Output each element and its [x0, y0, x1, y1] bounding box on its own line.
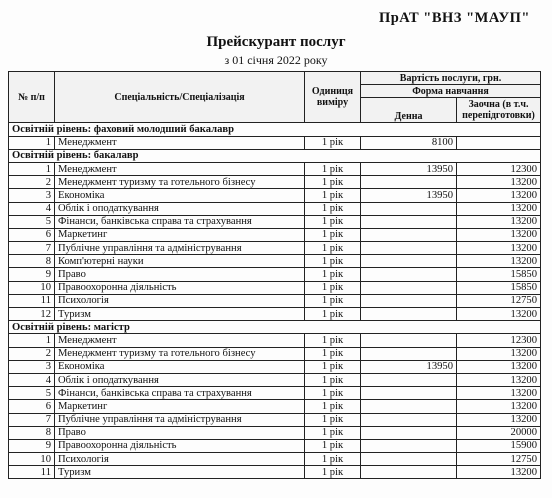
day-price: [361, 373, 457, 386]
day-price: [361, 347, 457, 360]
extramural-price: 13200: [457, 176, 541, 189]
col-header-unit: Одиниця виміру: [305, 72, 361, 123]
col-header-day: Денна: [361, 98, 457, 123]
extramural-price: 13200: [457, 242, 541, 255]
row-number: 7: [9, 413, 55, 426]
extramural-price: 20000: [457, 426, 541, 439]
unit-cell: 1 рік: [305, 308, 361, 321]
specialty-name: Маркетинг: [55, 400, 305, 413]
row-number: 9: [9, 268, 55, 281]
row-number: 5: [9, 387, 55, 400]
day-price: [361, 215, 457, 228]
specialty-name: Публічне управління та адміністрування: [55, 413, 305, 426]
table-row: [9, 413, 541, 426]
day-price: [361, 334, 457, 347]
unit-cell: 1 рік: [305, 453, 361, 466]
unit-cell: 1 рік: [305, 466, 361, 479]
row-number: 11: [9, 294, 55, 307]
table-row: [9, 426, 541, 439]
table-row: [9, 268, 541, 281]
extramural-price: 15900: [457, 439, 541, 452]
unit-cell: 1 рік: [305, 255, 361, 268]
table-row: [9, 308, 541, 321]
extramural-price: 12300: [457, 162, 541, 175]
specialty-name: Правоохоронна діяльність: [55, 281, 305, 294]
extramural-price: 12750: [457, 294, 541, 307]
row-number: 6: [9, 228, 55, 241]
specialty-name: Облік і оподаткування: [55, 373, 305, 386]
row-number: 8: [9, 255, 55, 268]
extramural-price: 13200: [457, 466, 541, 479]
col-header-number: № п/п: [9, 72, 55, 123]
specialty-name: Правоохоронна діяльність: [55, 439, 305, 452]
table-row: [9, 387, 541, 400]
table-row: [9, 176, 541, 189]
row-number: 1: [9, 136, 55, 149]
day-price: 8100: [361, 136, 457, 149]
day-price: [361, 466, 457, 479]
specialty-name: Фінанси, банківська справа та страхування: [55, 215, 305, 228]
table-row: [9, 373, 541, 386]
day-price: [361, 413, 457, 426]
day-price: [361, 281, 457, 294]
specialty-name: Маркетинг: [55, 228, 305, 241]
unit-cell: 1 рік: [305, 162, 361, 175]
col-header-study-form: Форма навчання: [361, 85, 541, 98]
table-row: [9, 215, 541, 228]
day-price: 13950: [361, 162, 457, 175]
extramural-price: 13200: [457, 413, 541, 426]
extramural-price: 12300: [457, 334, 541, 347]
specialty-name: Комп'ютерні науки: [55, 255, 305, 268]
day-price: 13950: [361, 189, 457, 202]
day-price: [361, 294, 457, 307]
day-price: [361, 255, 457, 268]
day-price: [361, 268, 457, 281]
unit-cell: 1 рік: [305, 281, 361, 294]
row-number: 5: [9, 215, 55, 228]
specialty-name: Публічне управління та адміністрування: [55, 242, 305, 255]
unit-cell: 1 рік: [305, 426, 361, 439]
specialty-name: Психологія: [55, 453, 305, 466]
education-level-label: Освітній рівень: магістр: [9, 321, 541, 334]
unit-cell: 1 рік: [305, 400, 361, 413]
unit-cell: 1 рік: [305, 334, 361, 347]
table-row: [9, 294, 541, 307]
extramural-price: 13200: [457, 255, 541, 268]
specialty-name: Фінанси, банківська справа та страхування: [55, 387, 305, 400]
unit-cell: 1 рік: [305, 228, 361, 241]
day-price: [361, 228, 457, 241]
col-header-specialty: Спеціальність/Спеціалізація: [55, 72, 305, 123]
specialty-name: Менеджмент: [55, 136, 305, 149]
unit-cell: 1 рік: [305, 373, 361, 386]
table-row: [9, 228, 541, 241]
extramural-price: 13200: [457, 360, 541, 373]
unit-cell: 1 рік: [305, 413, 361, 426]
unit-cell: 1 рік: [305, 360, 361, 373]
unit-cell: 1 рік: [305, 347, 361, 360]
unit-cell: 1 рік: [305, 242, 361, 255]
document-date: з 01 січня 2022 року: [224, 53, 328, 67]
row-number: 4: [9, 202, 55, 215]
row-number: 12: [9, 308, 55, 321]
organization-name: ПрАТ "ВНЗ "МАУП": [378, 10, 530, 26]
day-price: [361, 242, 457, 255]
extramural-price: 13200: [457, 228, 541, 241]
extramural-price: 13200: [457, 215, 541, 228]
day-price: [361, 176, 457, 189]
specialty-name: Право: [55, 268, 305, 281]
specialty-name: Менеджмент туризму та готельного бізнесу: [55, 347, 305, 360]
unit-cell: 1 рік: [305, 268, 361, 281]
price-table: [8, 71, 541, 479]
col-header-extramural: Заочна (в т.ч. перепідготовки): [457, 98, 541, 123]
day-price: 13950: [361, 360, 457, 373]
extramural-price: 13200: [457, 387, 541, 400]
education-level-row: [9, 321, 541, 334]
unit-cell: 1 рік: [305, 294, 361, 307]
price-table-body: [9, 123, 541, 479]
unit-cell: 1 рік: [305, 189, 361, 202]
day-price: [361, 453, 457, 466]
document-title: Прейскурант послуг: [206, 34, 346, 50]
table-row: [9, 162, 541, 175]
unit-cell: 1 рік: [305, 176, 361, 189]
specialty-name: Менеджмент туризму та готельного бізнесу: [55, 176, 305, 189]
specialty-name: Економіка: [55, 360, 305, 373]
row-number: 7: [9, 242, 55, 255]
table-row: [9, 400, 541, 413]
unit-cell: 1 рік: [305, 439, 361, 452]
table-row: [9, 202, 541, 215]
specialty-name: Економіка: [55, 189, 305, 202]
unit-cell: 1 рік: [305, 215, 361, 228]
table-row: [9, 242, 541, 255]
extramural-price: 13200: [457, 400, 541, 413]
row-number: 4: [9, 373, 55, 386]
day-price: [361, 308, 457, 321]
extramural-price: 13200: [457, 189, 541, 202]
table-row: [9, 466, 541, 479]
row-number: 3: [9, 360, 55, 373]
extramural-price: 13200: [457, 202, 541, 215]
day-price: [361, 426, 457, 439]
extramural-price: 13200: [457, 373, 541, 386]
extramural-price: 12750: [457, 453, 541, 466]
extramural-price: 13200: [457, 347, 541, 360]
day-price: [361, 400, 457, 413]
row-number: 8: [9, 426, 55, 439]
row-number: 1: [9, 162, 55, 175]
education-level-label: Освітній рівень: бакалавр: [9, 149, 541, 162]
table-row: [9, 334, 541, 347]
row-number: 10: [9, 453, 55, 466]
specialty-name: Облік і оподаткування: [55, 202, 305, 215]
education-level-row: [9, 123, 541, 136]
specialty-name: Менеджмент: [55, 162, 305, 175]
row-number: 2: [9, 347, 55, 360]
row-number: 1: [9, 334, 55, 347]
table-row: [9, 453, 541, 466]
day-price: [361, 439, 457, 452]
row-number: 3: [9, 189, 55, 202]
education-level-row: [9, 149, 541, 162]
row-number: 6: [9, 400, 55, 413]
row-number: 2: [9, 176, 55, 189]
specialty-name: Туризм: [55, 466, 305, 479]
col-header-cost: Вартість послуги, грн.: [361, 72, 541, 85]
table-row: [9, 189, 541, 202]
extramural-price: 15850: [457, 281, 541, 294]
specialty-name: Туризм: [55, 308, 305, 321]
specialty-name: Психологія: [55, 294, 305, 307]
extramural-price: 13200: [457, 308, 541, 321]
table-row: [9, 360, 541, 373]
unit-cell: 1 рік: [305, 202, 361, 215]
specialty-name: Право: [55, 426, 305, 439]
specialty-name: Менеджмент: [55, 334, 305, 347]
row-number: 10: [9, 281, 55, 294]
table-row: [9, 136, 541, 149]
unit-cell: 1 рік: [305, 387, 361, 400]
table-row: [9, 281, 541, 294]
day-price: [361, 202, 457, 215]
unit-cell: 1 рік: [305, 136, 361, 149]
row-number: 11: [9, 466, 55, 479]
table-row: [9, 255, 541, 268]
day-price: [361, 387, 457, 400]
table-row: [9, 347, 541, 360]
education-level-label: Освітній рівень: фаховий молодший бакалавр: [9, 123, 541, 136]
table-row: [9, 439, 541, 452]
extramural-price: 15850: [457, 268, 541, 281]
row-number: 9: [9, 439, 55, 452]
extramural-price: [457, 136, 541, 149]
